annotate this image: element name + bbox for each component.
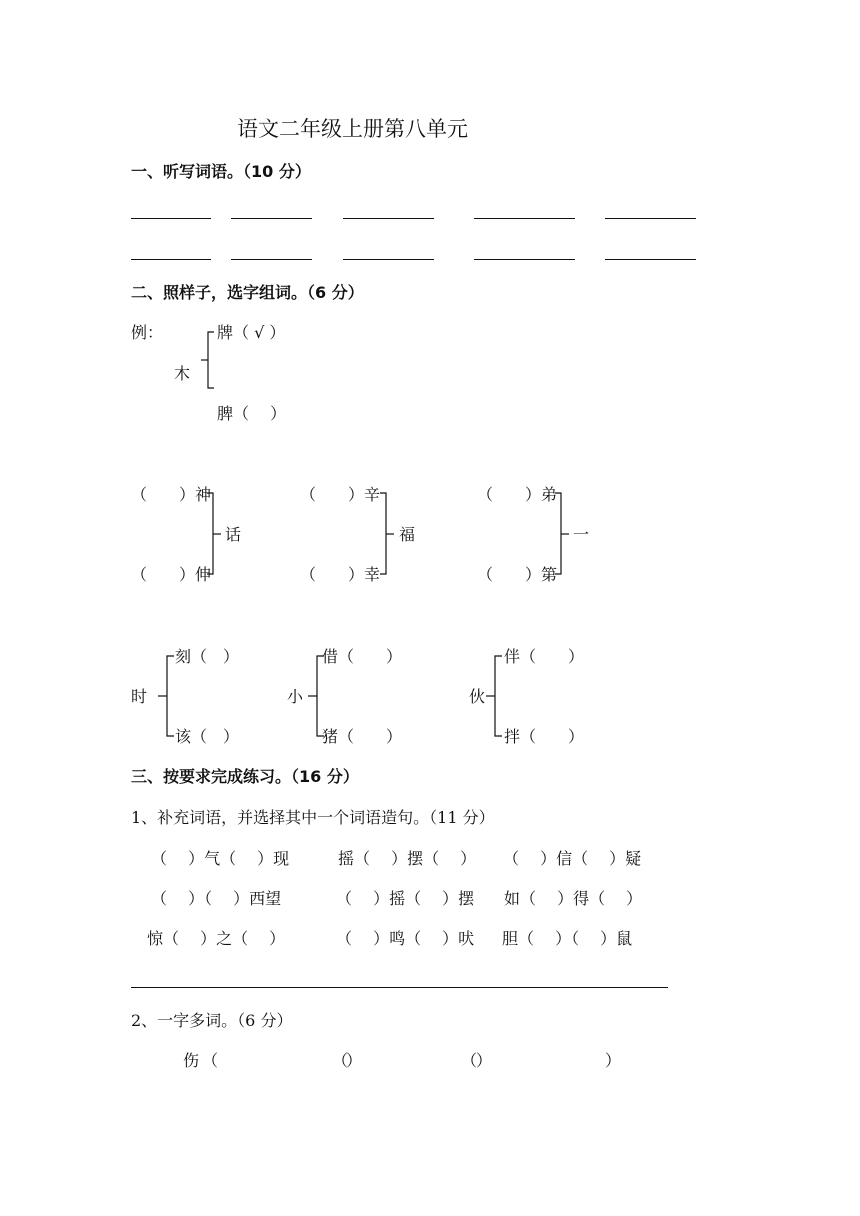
example-label: 例： bbox=[131, 323, 164, 342]
idiom-item: （ ）信（ ）疑 bbox=[503, 849, 642, 868]
example-root: 木 bbox=[174, 364, 191, 383]
idiom-item: （ ）摇（ ）摆 bbox=[336, 889, 475, 908]
group-a1-top: （ ）神 bbox=[131, 485, 212, 504]
example-bottom-word: 脾（ ） bbox=[217, 404, 287, 423]
group-b3-bottom: 拌（ ） bbox=[504, 727, 585, 746]
idiom-item: （ ）（ ）西望 bbox=[151, 889, 282, 908]
group-b2-root: 小 bbox=[287, 687, 304, 706]
group-a3-top: （ ）弟 bbox=[477, 485, 558, 504]
example-top-word: 牌（ √ ） bbox=[217, 323, 286, 342]
group-a3-root: 一 bbox=[573, 525, 590, 544]
group-b2-bottom: 猪（ ） bbox=[322, 727, 403, 746]
group-a2-bottom: （ ）幸 bbox=[300, 565, 381, 584]
group-b1-top: 刻（ ） bbox=[175, 647, 240, 666]
group-b2-top: 借（ ） bbox=[322, 647, 403, 666]
group-b1-root: 时 bbox=[131, 687, 148, 706]
group-a3-bottom: （ ）第 bbox=[477, 565, 558, 584]
q1-prompt: 1、补充词语，并选择其中一个词语造句。（11 分） bbox=[131, 808, 495, 827]
group-a1-root: 话 bbox=[225, 525, 242, 544]
section3-heading: 三、按要求完成练习。（16 分） bbox=[131, 767, 359, 786]
group-a2-root: 福 bbox=[399, 525, 416, 544]
q2-blank[interactable]: （ ） bbox=[202, 1051, 363, 1070]
q2-prompt: 2、一字多词。（6 分） bbox=[131, 1011, 293, 1030]
section1-heading: 一、听写词语。（10 分） bbox=[131, 162, 311, 181]
idiom-item: 惊（ ）之（ ） bbox=[147, 929, 286, 948]
q2-char: 伤 bbox=[183, 1051, 200, 1070]
group-a1-bottom: （ ）伸 bbox=[131, 565, 212, 584]
idiom-item: （ ）气（ ）现 bbox=[151, 849, 290, 868]
idiom-item: 如（ ）得（ ） bbox=[504, 889, 643, 908]
group-b1-bottom: 该（ ） bbox=[175, 727, 240, 746]
group-b3-top: 伴（ ） bbox=[504, 647, 585, 666]
page-title: 语文二年级上册第八单元 bbox=[237, 117, 468, 141]
section2-heading: 二、照样子，选字组词。（6 分） bbox=[131, 283, 364, 302]
idiom-item: 摇（ ）摆（ ） bbox=[338, 849, 477, 868]
q2-blank[interactable]: （ ） bbox=[332, 1051, 493, 1070]
group-a2-top: （ ）辛 bbox=[300, 485, 381, 504]
sentence-answer-line[interactable] bbox=[131, 987, 668, 988]
group-b3-root: 伙 bbox=[469, 687, 486, 706]
idiom-item: （ ）鸣（ ）吠 bbox=[336, 929, 475, 948]
idiom-item: 胆（ ）（ ）鼠 bbox=[502, 929, 633, 948]
q2-blank[interactable]: （ ） bbox=[461, 1051, 622, 1070]
